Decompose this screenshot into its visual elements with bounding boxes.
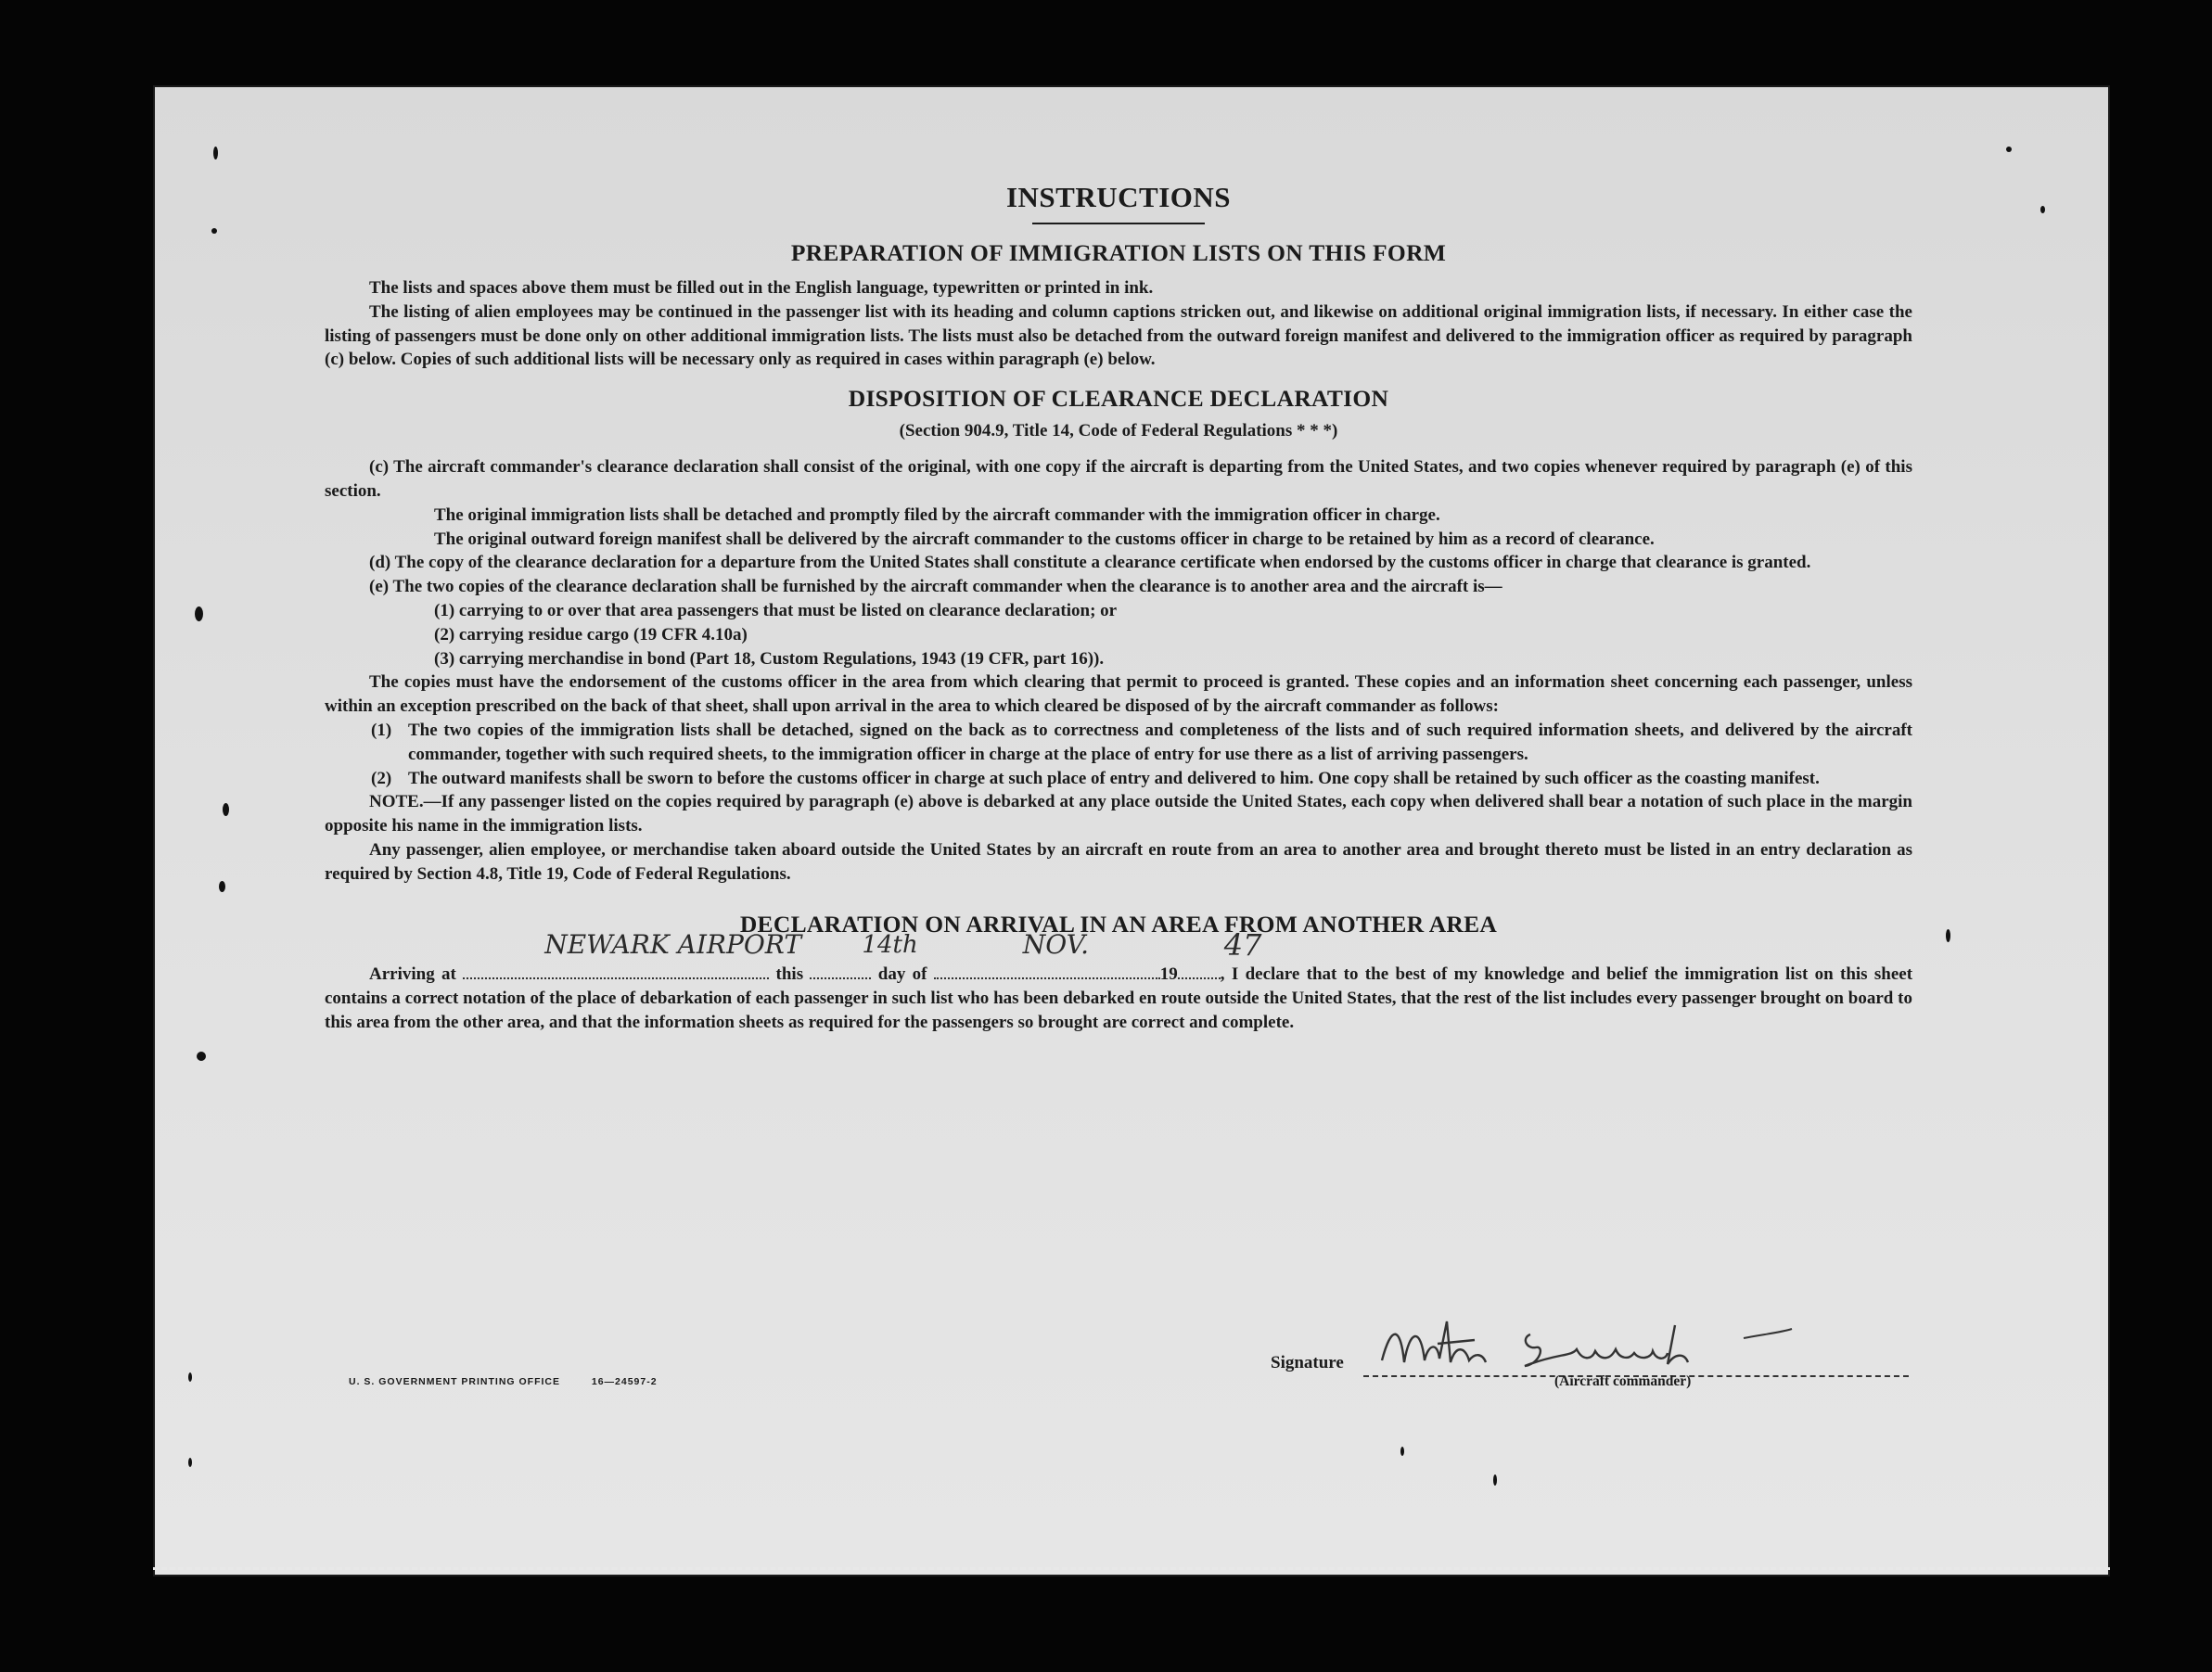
year-field[interactable]	[1178, 926, 1262, 979]
signature-image	[1373, 1316, 1799, 1375]
speck-mark	[211, 228, 217, 234]
section-heading-preparation: PREPARATION OF IMMIGRATION LISTS ON THIS FORM	[790, 239, 1447, 266]
page-title: INSTRUCTIONS	[1005, 181, 1231, 213]
signature-block	[1271, 1321, 1911, 1396]
paragraph-listing: The listing of alien employees may be continued in the passenger list with its heading and column captions stricken out, and likewise on additional original immigration lists, if necessary. In either case the listing of passengers must be done only on other additional immigration lists. The lists must also be detached from the outward foreign manifest and delivered to the immigration officer as required by paragraph (c) below. Copies of such additional lists will be necessary only as required in cases within paragraph (e) below.	[325, 301, 1912, 370]
title-underline	[1032, 223, 1205, 224]
year-value: 47	[1223, 926, 1262, 963]
arriving-at-label: Arriving at	[369, 964, 456, 984]
form-number: 16—24597-2	[591, 1376, 658, 1387]
torn-edge	[153, 1567, 2110, 1570]
paragraph-note: NOTE.—If any passenger listed on the copies required by paragraph (e) above is debarked at any place outside the United States, each copy when delivered shall bear a notation of such place in the margin opposite his name in the immigration lists.	[325, 792, 1912, 836]
speck-mark	[2006, 147, 2012, 152]
paragraph-e-item: (3) carrying merchandise in bond (Part 18, Custom Regulations, 1943 (19 CFR, part 16)).	[434, 648, 1105, 669]
day-of-label: day of	[877, 964, 927, 984]
disposal-item-number: (2)	[371, 768, 392, 788]
speck-mark	[1946, 929, 1950, 942]
disposal-item-text: The outward manifests shall be sworn to before the customs officer in charge at such place of entry and delivered to him. One copy shall be retained by such officer as the coasting manifest.	[408, 768, 1820, 788]
declaration-text: , I declare that to the best of my knowledge and belief the immigration list on this sheet contains a correct notation of the place of debarkation of each passenger in such list who has been debarked en route outside the United States, that the rest of the list includes every passenger brought on board to this area from the other area, and that the information sheets as required for the passengers so brought are correct and complete.	[325, 964, 1913, 1032]
speck-mark	[2040, 206, 2045, 213]
signature-caption: (Aircraft commander)	[1554, 1373, 1692, 1389]
speck-mark	[219, 881, 225, 892]
speck-mark	[213, 147, 218, 160]
paragraph-c: (c) The aircraft commander's clearance declaration shall consist of the original, with one copy if the aircraft is departing from the United States, and two copies whenever required by paragraph (e) of this section.	[325, 457, 1912, 501]
printer-imprint	[349, 1376, 658, 1387]
paragraph-e-item: (2) carrying residue cargo (19 CFR 4.10a)	[434, 624, 748, 645]
section-heading-declaration: DECLARATION ON ARRIVAL IN AN AREA FROM ANOTHER AREA	[739, 910, 1498, 938]
day-value: 14th	[862, 930, 918, 959]
speck-mark	[188, 1372, 192, 1382]
paragraph-c-manifest: The original outward foreign manifest shall be delivered by the aircraft commander to the customs officer in charge to be retained by him as a record of clearance.	[434, 529, 1655, 549]
month-field[interactable]	[934, 928, 1160, 979]
speck-mark	[188, 1458, 192, 1467]
paragraph-entry-declaration: Any passenger, alien employee, or merchandise taken aboard outside the United States by an aircraft en route from an area to another area and brought thereto must be listed in an entry declaration as required by Section 4.8, Title 19, Code of Federal Regulations.	[325, 839, 1912, 884]
section-heading-disposition: DISPOSITION OF CLEARANCE DECLARATION	[848, 385, 1389, 413]
printer-name: U. S. GOVERNMENT PRINTING OFFICE	[349, 1376, 561, 1387]
disposal-item-text: The two copies of the immigration lists shall be detached, signed on the back as to correctness and completeness of the lists and of such required information sheets, and delivered by the aircraft commander, together with such required sheets, to the immigration officer in charge at the place of entry for use there as a list of arriving passengers.	[408, 720, 1912, 764]
section-citation: (Section 904.9, Title 14, Code of Federal Regulations * * *)	[899, 421, 1338, 441]
instructions-body	[325, 182, 1912, 1035]
arrival-declaration	[325, 926, 1913, 1035]
paragraph-e-item: (1) carrying to or over that area passengers that must be listed on clearance declaration; or	[434, 600, 1118, 620]
disposal-item	[325, 767, 1912, 791]
speck-mark	[223, 803, 229, 816]
paragraph-d: (d) The copy of the clearance declaration for a departure from the United States shall constitute a clearance certificate when endorsed by the customs officer in charge that clearance is granted.	[369, 553, 1811, 573]
this-label: this	[775, 964, 804, 984]
speck-mark	[195, 606, 203, 621]
paragraph-c-immigration-lists: The original immigration lists shall be detached and promptly filed by the aircraft commander with the immigration officer in charge.	[434, 504, 1440, 525]
paragraph-language: The lists and spaces above them must be filled out in the English language, typewritten or printed in ink.	[369, 278, 1154, 298]
speck-mark	[197, 1052, 206, 1061]
paragraph-e: (e) The two copies of the clearance declaration shall be furnished by the aircraft commander when the clearance is to another area and the aircraft is—	[369, 577, 1502, 597]
disposal-item	[325, 719, 1912, 767]
speck-mark	[1493, 1474, 1497, 1486]
speck-mark	[1400, 1447, 1404, 1456]
disposal-item-number: (1)	[371, 720, 392, 740]
arriving-at-value: NEWARK AIRPORT	[544, 928, 802, 960]
paragraph-copies: The copies must have the endorsement of the customs officer in the area from which clearing that permit to proceed is granted. These copies and an information sheet concerning each passenger, unless within an exception prescribed on the back of that sheet, shall upon arrival in the area to which cleared be disposed of by the aircraft commander as follows:	[325, 672, 1912, 717]
year-prefix: 19	[1159, 964, 1178, 984]
signature-label: Signature	[1271, 1353, 1344, 1372]
month-value: NOV.	[1022, 928, 1089, 960]
